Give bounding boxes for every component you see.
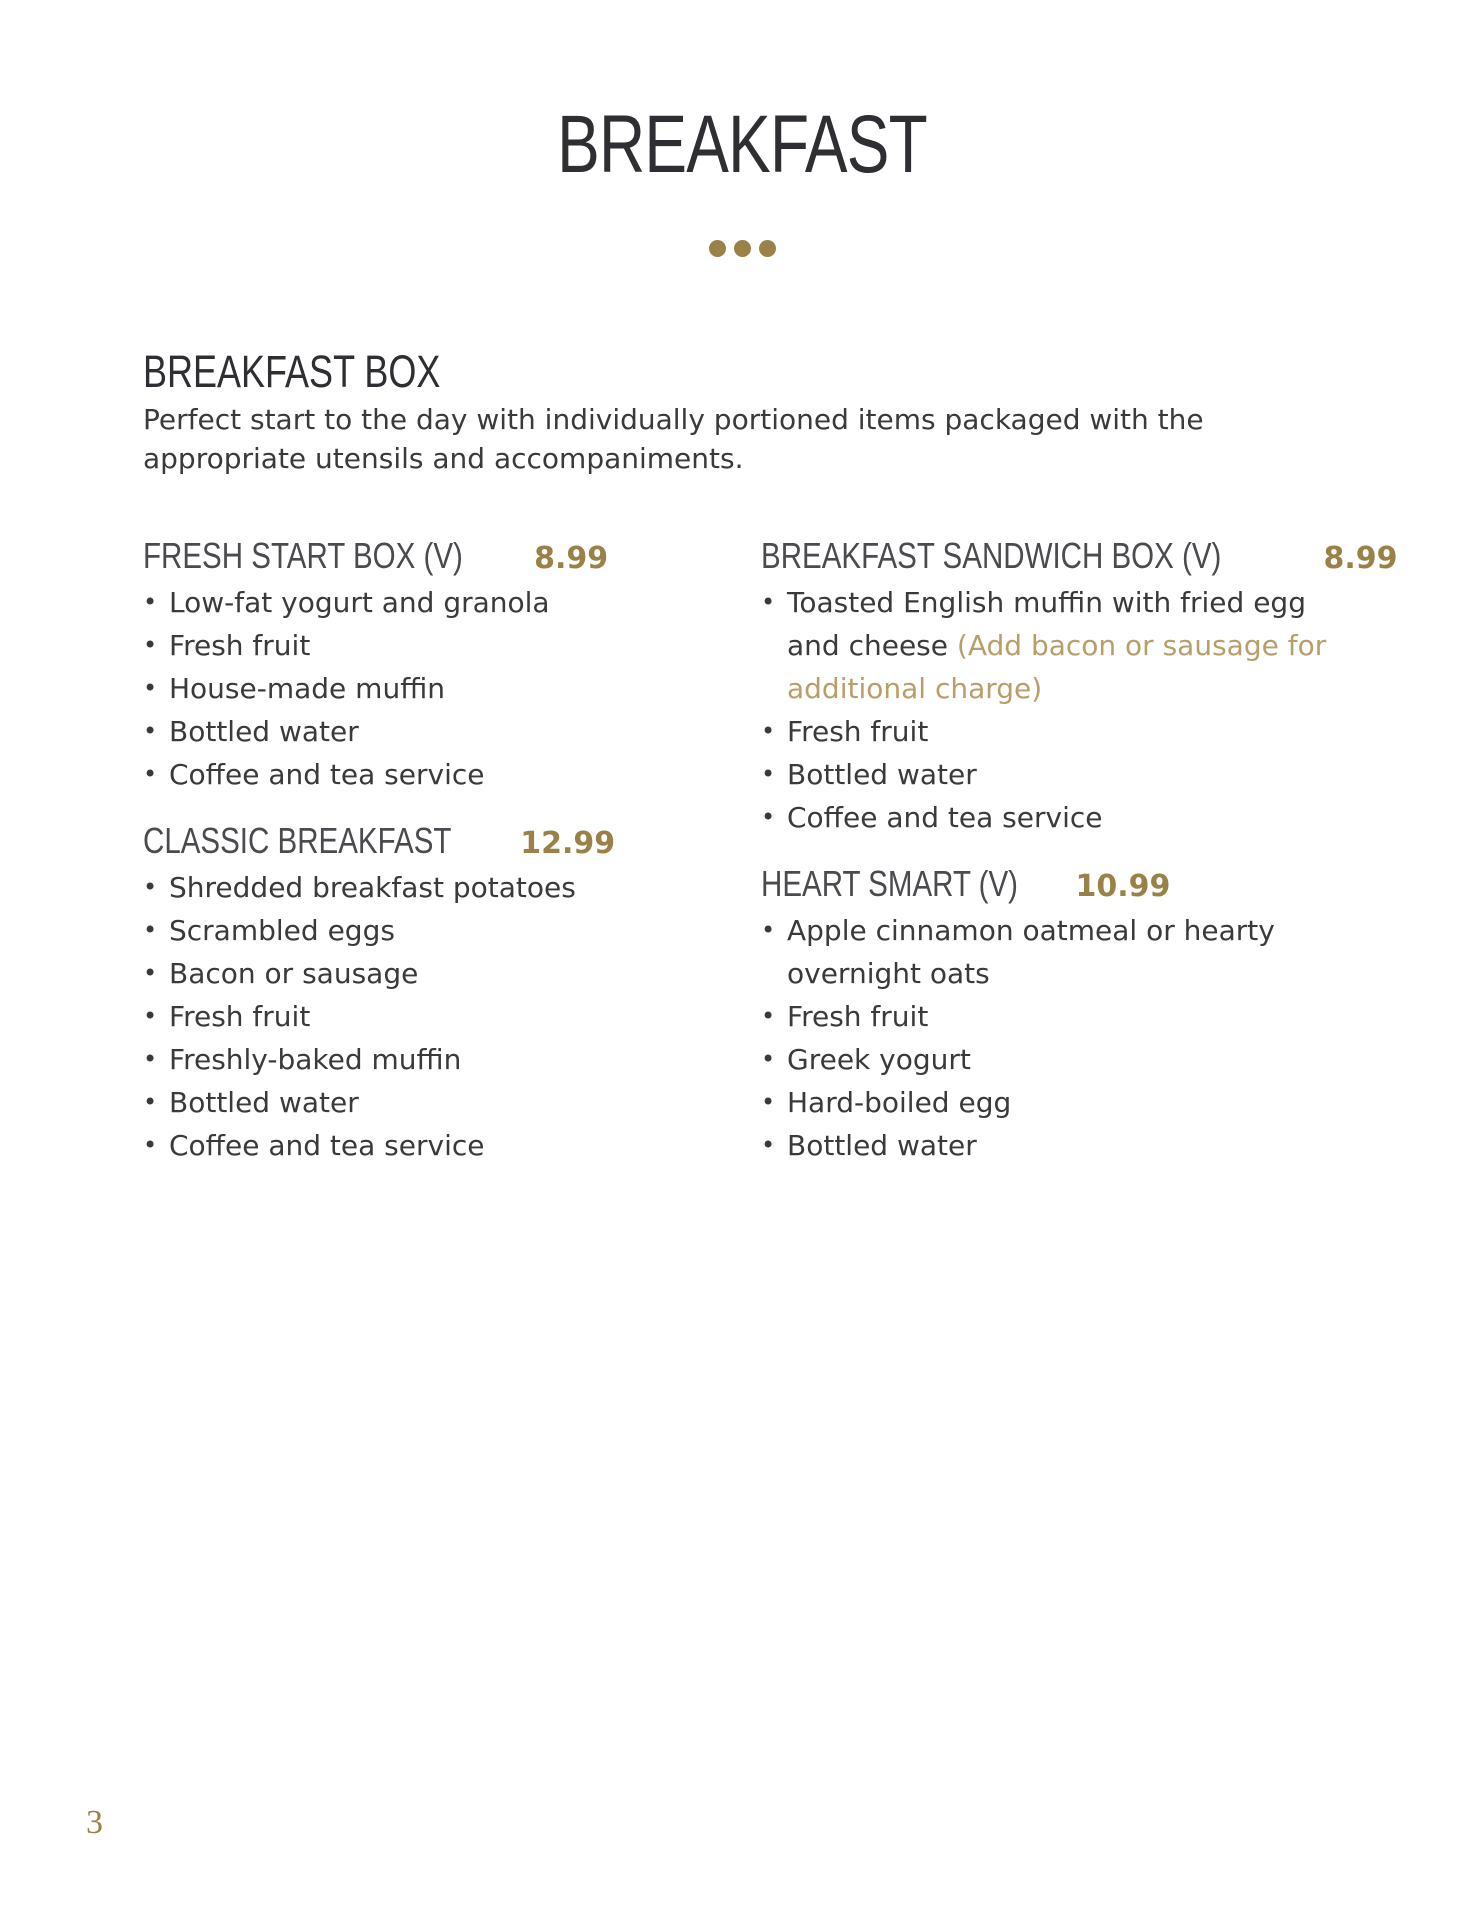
list-item (761, 796, 1361, 839)
bullet-icon: • (761, 588, 776, 616)
list-item (143, 667, 743, 710)
page-number: 3 (86, 1804, 103, 1841)
bullet-icon: • (143, 760, 158, 788)
menu-item-list (761, 581, 1361, 839)
list-item (143, 909, 743, 952)
list-item (761, 995, 1361, 1038)
list-item-text: Bottled water (787, 1129, 977, 1162)
bullet-icon: • (143, 631, 158, 659)
list-item-text: Coffee and tea service (787, 801, 1103, 834)
bullet-icon: • (761, 916, 776, 944)
menu-item-price: 8.99 (534, 541, 609, 576)
list-item (761, 753, 1361, 796)
bullet-icon: • (143, 1002, 158, 1030)
bullet-icon: • (143, 588, 158, 616)
list-item-text: Fresh fruit (169, 1000, 311, 1033)
menu-item-name: BREAKFAST SANDWICH BOX (V) (761, 535, 1222, 576)
list-item-text: House-made muffin (169, 672, 446, 705)
bullet-icon: • (761, 1002, 776, 1030)
list-item-text: Coffee and tea service (169, 758, 485, 791)
bullet-icon: • (761, 760, 776, 788)
list-item (143, 624, 743, 667)
list-item-text: Bottled water (787, 758, 977, 791)
list-item (143, 1124, 743, 1167)
menu-item-heart-smart (761, 859, 1361, 1167)
bullet-icon: • (143, 1045, 158, 1073)
list-item (143, 952, 743, 995)
left-column (143, 531, 743, 1187)
bullet-icon: • (761, 803, 776, 831)
bullet-icon: • (143, 873, 158, 901)
list-item-text: Fresh fruit (787, 1000, 929, 1033)
list-item (143, 1038, 743, 1081)
menu-item-list (143, 581, 743, 796)
list-item-text: Bottled water (169, 715, 359, 748)
page-title: BREAKFAST (557, 99, 927, 190)
menu-item-header (761, 859, 1361, 909)
dot-icon (734, 240, 751, 257)
menu-item-classic-breakfast (143, 816, 743, 1167)
list-item (761, 1038, 1361, 1081)
list-item (761, 1081, 1361, 1124)
list-item-text: Fresh fruit (169, 629, 311, 662)
list-item-text: Coffee and tea service (169, 1129, 485, 1162)
list-item-text: Greek yogurt (787, 1043, 971, 1076)
menu-item-price: 10.99 (1075, 869, 1171, 904)
list-item (761, 710, 1361, 753)
list-item-text: Hard-boiled egg (787, 1086, 1012, 1119)
menu-item-price: 12.99 (520, 826, 616, 861)
list-item-text: Freshly-baked muffin (169, 1043, 462, 1076)
menu-item-fresh-start (143, 531, 743, 796)
menu-item-list (143, 866, 743, 1167)
right-column (761, 531, 1398, 1187)
list-item (143, 1081, 743, 1124)
bullet-icon: • (143, 1131, 158, 1159)
bullet-icon: • (143, 1088, 158, 1116)
menu-item-breakfast-sandwich (761, 531, 1398, 839)
bullet-icon: • (143, 959, 158, 987)
menu-item-header (761, 531, 1398, 581)
section-title: BREAKFAST BOX (143, 346, 441, 397)
list-item (761, 1124, 1361, 1167)
decorative-dots (0, 240, 1484, 257)
list-item-text: Bacon or sausage (169, 957, 419, 990)
list-item-text: Toasted English muffin with fried egg and cheese (787, 586, 1306, 662)
menu-item-name: CLASSIC BREAKFAST (143, 820, 452, 861)
list-item-text: Shredded breakfast potatoes (169, 871, 576, 904)
menu-item-name: FRESH START BOX (V) (143, 535, 463, 576)
section-description: Perfect start to the day with individually portioned items packaged with the appropriate utensils and accompaniments. (143, 403, 1204, 475)
menu-item-header (143, 816, 743, 866)
bullet-icon: • (143, 916, 158, 944)
menu-item-header (143, 531, 743, 581)
bullet-icon: • (143, 674, 158, 702)
menu-item-name: HEART SMART (V) (761, 863, 1018, 904)
list-item (761, 581, 1361, 710)
menu-item-list (761, 909, 1361, 1167)
list-item-text: Apple cinnamon oatmeal or hearty overnight oats (787, 914, 1275, 990)
list-item (143, 995, 743, 1038)
bullet-icon: • (761, 717, 776, 745)
list-item-text: Low-fat yogurt and granola (169, 586, 550, 619)
bullet-icon: • (761, 1088, 776, 1116)
list-item (143, 753, 743, 796)
dot-icon (709, 240, 726, 257)
list-item (143, 581, 743, 624)
dot-icon (759, 240, 776, 257)
list-item (761, 909, 1361, 995)
list-item (143, 866, 743, 909)
list-item-text: Fresh fruit (787, 715, 929, 748)
bullet-icon: • (761, 1131, 776, 1159)
list-item (143, 710, 743, 753)
bullet-icon: • (143, 717, 158, 745)
bullet-icon: • (761, 1045, 776, 1073)
add-on-note: (Add bacon or sausage for additional charge) (787, 629, 1327, 705)
menu-item-price: 8.99 (1323, 541, 1398, 576)
list-item-text: Scrambled eggs (169, 914, 395, 947)
list-item-text: Bottled water (169, 1086, 359, 1119)
